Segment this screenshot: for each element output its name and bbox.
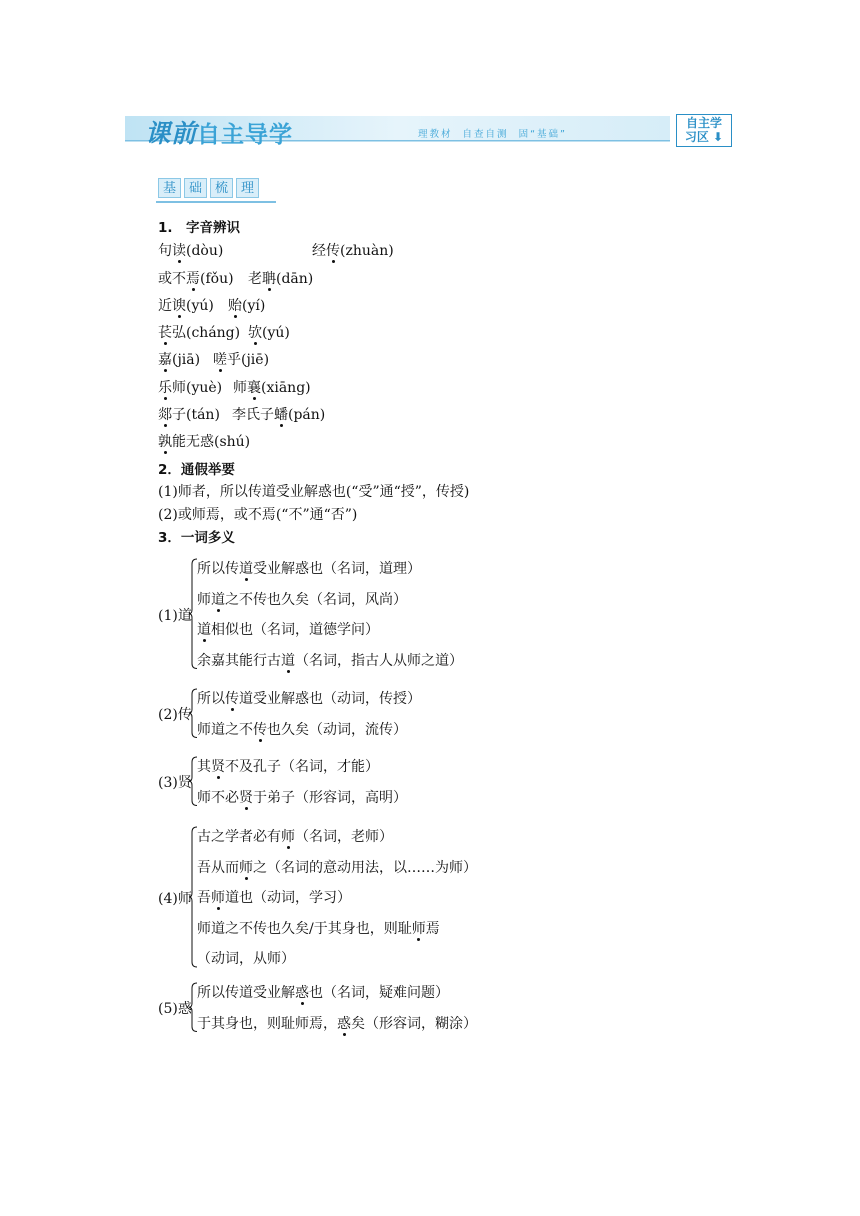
dotted-char: 孰: [158, 434, 172, 450]
polysemy-word-label: (5)惑: [158, 1001, 192, 1018]
pronunciation-item: [158, 349, 200, 369]
tongjia-line-1: (1)师者，所以传道受业解惑也(“受”通“授”，传授): [158, 484, 470, 500]
text-part: （名词，指古人从师之道）: [295, 652, 463, 669]
dotted-char: 惑: [295, 985, 309, 1001]
dotted-char: 郯: [158, 407, 172, 423]
pronunciation-item: [233, 377, 311, 397]
dotted-char: 师: [211, 890, 225, 906]
text-part: 近: [158, 298, 172, 314]
text-part: 师道之不传也久矣/于其身也，则耻: [197, 920, 412, 937]
pronunciation-item: [158, 431, 250, 451]
section-title-underline: [156, 201, 276, 203]
dotted-char: 贻: [228, 298, 242, 314]
dotted-char: 师: [411, 920, 426, 937]
text-part: 古之学者必有: [197, 829, 281, 845]
self-study-zone-box: 自主学 习区 ⬇: [676, 114, 732, 147]
text-part: 吾从而: [197, 859, 239, 876]
polysemy-word-label: (1)道: [158, 607, 192, 624]
text-part: (jiā): [172, 352, 201, 368]
polysemy-entry: [197, 887, 351, 907]
section-title-basics: 基 础 梳 理: [158, 178, 259, 198]
text-part: 也（名词，疑难问题）: [309, 985, 449, 1001]
text-part: 受业解惑也（名词，道理）: [253, 561, 421, 577]
pronunciation-item: [228, 295, 265, 315]
text-part: 不及孔子（名词，才能）: [225, 759, 379, 775]
polysemy-entry: [197, 650, 463, 670]
text-part: 于其身也，则耻师焉，: [197, 1015, 337, 1032]
text-part: (yú): [186, 298, 214, 314]
text-part: (pán): [288, 407, 326, 423]
dotted-char: 嗟: [213, 352, 227, 368]
dotted-char: 乐: [158, 380, 172, 396]
heading-tongjia: 2．通假举要: [158, 462, 235, 478]
pronunciation-item: [232, 404, 325, 424]
dotted-char: 焉: [186, 271, 200, 287]
polysemy-entry: [197, 826, 393, 846]
dotted-char: 谀: [172, 298, 186, 314]
dotted-char: 嘉: [158, 352, 172, 368]
heading-polysemy: 3．一词多义: [158, 530, 235, 546]
text-part: 道也（动词，学习）: [225, 890, 351, 906]
polysemy-word-label: (2)传: [158, 707, 192, 724]
dotted-char: 道: [281, 652, 295, 669]
dotted-char: 蟠: [274, 407, 288, 423]
text-part: 所以传: [197, 561, 239, 577]
text-part: 师: [197, 591, 211, 608]
text-part: （名词，老师）: [295, 829, 393, 845]
dotted-char: 传: [253, 721, 267, 738]
text-part: (fǒu): [200, 271, 234, 287]
dotted-char: 襄: [247, 380, 261, 396]
text-part: 也久矣（动词，流传）: [267, 721, 407, 738]
dotted-char: 聃: [262, 271, 276, 287]
dotted-char: 惑: [337, 1015, 351, 1032]
text-part: 矣（形容词，糊涂）: [351, 1015, 477, 1032]
polysemy-entry: [197, 558, 421, 578]
text-part: 乎(jiē): [227, 352, 270, 368]
text-part: 相似也（名词，道德学问）: [211, 622, 379, 638]
polysemy-word-label: (3)贤: [158, 775, 192, 792]
polysemy-entry: [197, 719, 407, 739]
text-part: 所以: [197, 691, 225, 707]
text-part: 其: [197, 759, 211, 775]
text-part: （动词，从师）: [197, 951, 295, 967]
text-part: 老: [248, 271, 262, 287]
dotted-char: 苌: [158, 325, 172, 341]
dotted-char: 欤: [248, 325, 262, 341]
dotted-char: 师: [281, 829, 295, 845]
section-header-title: 课前自主导学: [145, 119, 294, 148]
pronunciation-item: [158, 268, 234, 288]
dotted-char: 道: [239, 561, 253, 577]
polysemy-entry: [197, 857, 477, 877]
text-part: (yú): [262, 325, 290, 341]
polysemy-entry: [197, 619, 379, 639]
text-part: (zhuàn): [340, 243, 394, 259]
text-part: 能无惑(shú): [172, 434, 251, 450]
text-part: 余嘉其能行古: [197, 652, 281, 669]
heading-pronunciation: 1. 字音辨识: [158, 220, 241, 236]
polysemy-entry: [197, 688, 421, 708]
polysemy-word-label: (4)师: [158, 891, 192, 907]
pronunciation-item: [158, 377, 222, 397]
pronunciation-item: [158, 295, 214, 315]
dotted-char: 贤: [239, 789, 253, 806]
pronunciation-item: [158, 322, 240, 342]
text-part: 师: [233, 380, 247, 396]
text-part: 经: [312, 243, 326, 259]
dotted-char: 道: [197, 622, 211, 638]
pronunciation-item: [213, 349, 269, 369]
text-part: 弘(cháng): [172, 325, 241, 341]
text-part: 或不: [158, 271, 186, 287]
text-part: 于弟子（形容词，高明）: [253, 789, 407, 806]
polysemy-entry: [197, 756, 379, 776]
text-part: 句: [158, 243, 172, 259]
dotted-char: 师: [239, 859, 253, 876]
dotted-char: 道: [211, 591, 225, 608]
polysemy-entry: [197, 1013, 477, 1033]
dotted-char: 贤: [211, 759, 225, 775]
text-part: 子(tán): [172, 407, 220, 423]
polysemy-entry: [197, 787, 407, 807]
pronunciation-item: [248, 322, 290, 342]
text-part: 之（名词的意动用法，以……为师）: [253, 859, 477, 876]
pronunciation-item: [248, 268, 313, 288]
polysemy-entry: [197, 589, 407, 609]
pronunciation-item: [158, 240, 223, 260]
pronunciation-item: [158, 404, 220, 424]
text-part: 李氏子: [232, 407, 274, 423]
text-part: 师(yuè): [172, 380, 223, 396]
polysemy-entry: [197, 982, 449, 1002]
text-part: 师道之不: [197, 721, 253, 738]
pronunciation-item: [312, 240, 394, 260]
dotted-char: 传: [326, 243, 340, 259]
text-part: (yí): [242, 298, 266, 314]
tongjia-line-2: (2)或师焉，或不焉(“不”通“否”): [158, 507, 358, 523]
text-part: 焉: [425, 920, 440, 937]
dotted-char: 读: [172, 243, 186, 259]
polysemy-entry: [197, 918, 440, 938]
polysemy-entry: [197, 948, 295, 968]
text-part: (dòu): [186, 243, 224, 259]
text-part: (dān): [276, 271, 314, 287]
text-part: 之不传也久矣（名词，风尚）: [225, 591, 407, 608]
text-part: 师不必: [197, 789, 239, 806]
text-part: (xiāng): [261, 380, 311, 396]
text-part: 道受业解惑也（动词，传授）: [239, 691, 421, 707]
text-part: 所以传道受业解: [197, 985, 295, 1001]
text-part: 吾: [197, 890, 211, 906]
section-header-subtitle: 理教材 自查自测 固“基础”: [418, 129, 567, 140]
dotted-char: 传: [225, 691, 239, 707]
